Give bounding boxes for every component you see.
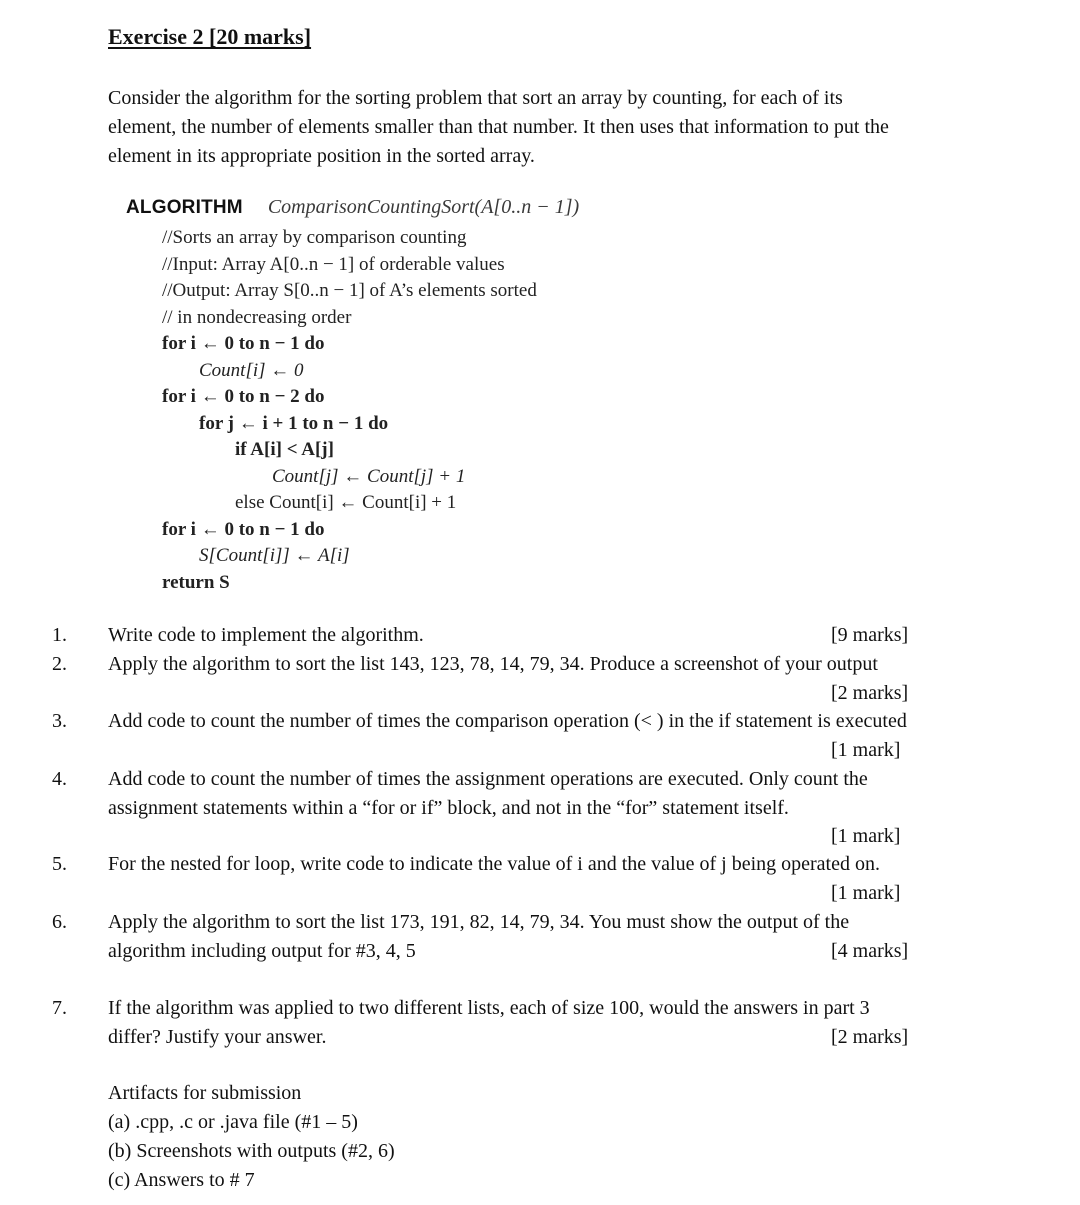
question-number: 7. (52, 997, 67, 1019)
question-text: differ? Justify your answer. (108, 1025, 327, 1048)
code-comment: //Input: Array A[0..n − 1] of orderable values (162, 253, 505, 275)
question-text: Apply the algorithm to sort the list 143, 123, 78, 14, 79, 34. Produce a screenshot of your output (108, 653, 878, 675)
question-marks: [1 mark] (831, 738, 901, 761)
code-nested-for-loop: for j ← i + 1 to n − 1 do (199, 412, 389, 434)
intro-line: element, the number of elements smaller than that number. It then uses that information to put the (108, 116, 889, 138)
code-comment: //Output: Array S[0..n − 1] of A’s elements sorted (162, 280, 537, 301)
question-marks: [1 mark] (831, 825, 901, 847)
algorithm-signature: ComparisonCountingSort(A[0..n − 1]) (267, 196, 580, 218)
code-for-loop: for i ← 0 to n − 1 do (162, 333, 325, 354)
question-number: 2. (52, 653, 67, 675)
artifacts-heading: Artifacts for submission (108, 1082, 302, 1104)
question-number: 3. (52, 710, 67, 732)
intro-paragraph (108, 84, 988, 171)
question-text: If the algorithm was applied to two different lists, each of size 100, would the answers in part 3 (108, 997, 870, 1019)
question-text: Apply the algorithm to sort the list 173, 191, 82, 14, 79, 34. You must show the output of the (108, 911, 850, 933)
code-statement: S[Count[i]] ← A[i] (199, 545, 350, 566)
code-statement: Count[j] ← Count[j] + 1 (272, 465, 466, 487)
question-marks: [2 marks] (831, 681, 909, 704)
question-marks: [4 marks] (831, 939, 909, 962)
question-number: 5. (52, 853, 67, 875)
question-marks: [2 marks] (831, 1025, 909, 1048)
question-number: 4. (52, 768, 67, 790)
question-marks: [1 mark] (831, 881, 901, 904)
question-text: Add code to count the number of times the comparison operation (< ) in the if statement is executed (108, 710, 907, 732)
question-number: 1. (52, 624, 67, 646)
code-statement: Count[i] ← 0 (199, 359, 304, 381)
code-else-statement: else Count[i] ← Count[i] + 1 (235, 492, 457, 513)
code-for-loop: for i ← 0 to n − 2 do (162, 386, 325, 407)
code-if-statement: if A[i] < A[j] (235, 439, 334, 460)
question-number: 6. (52, 911, 67, 933)
question-text: For the nested for loop, write code to indicate the value of i and the value of j being operated on. (108, 853, 880, 875)
question-marks: [9 marks] (831, 624, 909, 646)
algorithm-header (126, 194, 579, 221)
code-return-statement: return S (162, 571, 230, 593)
exercise-title: Exercise 2 [20 marks] (108, 24, 312, 49)
algorithm-pseudocode (162, 225, 537, 596)
question-text: assignment statements within a “for or if” block, and not in the “for” statement itself. (108, 796, 789, 819)
question-text: algorithm including output for #3, 4, 5 (108, 939, 416, 962)
artifacts-section (108, 1079, 395, 1195)
intro-line: element in its appropriate position in the sorted array. (108, 145, 535, 167)
code-comment: // in nondecreasing order (162, 306, 352, 328)
question-text: Write code to implement the algorithm. (108, 624, 424, 646)
algorithm-keyword: ALGORITHM (126, 197, 243, 218)
artifact-item: (b) Screenshots with outputs (#2, 6) (108, 1140, 395, 1162)
artifact-item: (a) .cpp, .c or .java file (#1 – 5) (108, 1111, 358, 1133)
question-text: Add code to count the number of times the assignment operations are executed. Only count the (108, 768, 868, 790)
intro-line: Consider the algorithm for the sorting problem that sort an array by counting, for each of its (108, 87, 843, 109)
code-for-loop: for i ← 0 to n − 1 do (162, 518, 325, 540)
artifact-item: (c) Answers to # 7 (108, 1169, 255, 1191)
code-comment: //Sorts an array by comparison counting (162, 227, 467, 248)
